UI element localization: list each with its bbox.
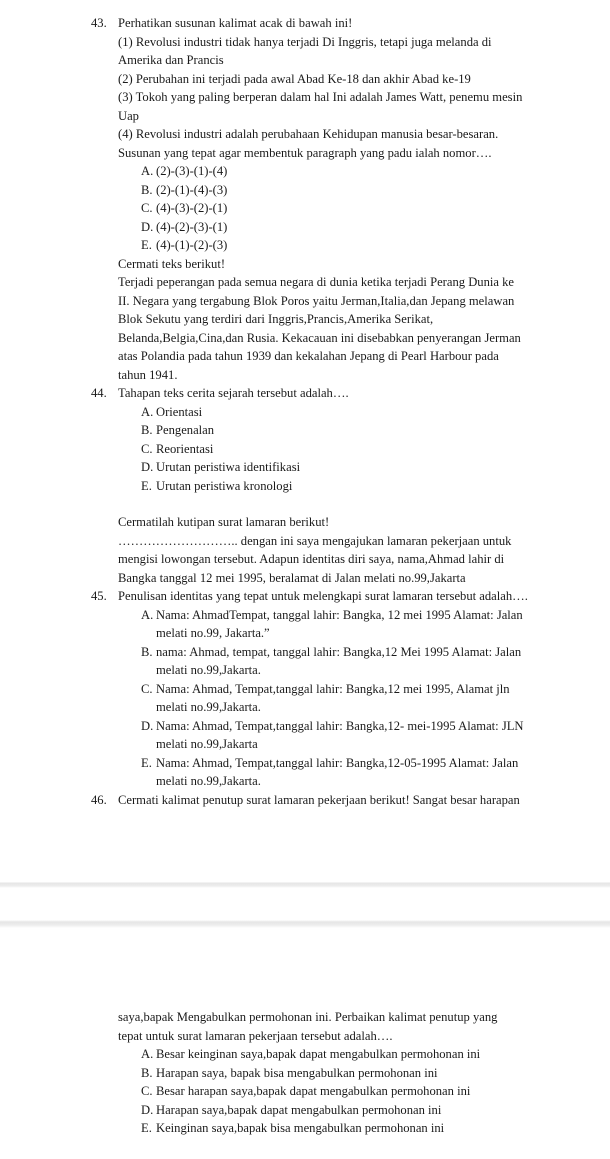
option-letter: D.	[141, 718, 154, 733]
option-text: Pengenalan	[156, 423, 215, 437]
option-a[interactable]	[0, 1045, 526, 1064]
passage-45	[0, 513, 523, 587]
option-letter: E.	[141, 478, 152, 493]
question-text: Tahapan teks cerita sejarah tersebut adalah….	[118, 386, 349, 400]
option-c[interactable]	[0, 1082, 526, 1101]
option-text: Nama: Ahmad, Tempat,tanggal lahir: Bangka,12- mei-1995 Alamat: JLN melati no.99,Jakarta	[156, 718, 524, 751]
option-b[interactable]	[0, 1064, 526, 1083]
question-45	[0, 587, 528, 606]
option-letter: D.	[141, 219, 154, 234]
option-b[interactable]	[0, 181, 526, 200]
option-letter: B.	[141, 644, 153, 659]
option-text: Orientasi	[156, 404, 203, 419]
option-e[interactable]	[0, 477, 526, 496]
option-letter: E.	[141, 1121, 152, 1135]
question-46	[0, 791, 538, 810]
option-text: (4)-(2)-(3)-(1)	[156, 219, 228, 234]
option-letter: D.	[141, 1102, 154, 1117]
statement-2: (2) Perubahan ini terjadi pada awal Abad Ke-18 dan akhir Abad ke-19	[118, 71, 471, 86]
option-text: Nama: Ahmad, Tempat,tanggal lahir: Bangka,12 mei 1995, Alamat jln melati no.99,Jakarta.	[156, 681, 510, 714]
question-number: 45.	[91, 589, 107, 603]
question-44	[0, 384, 528, 403]
option-e[interactable]	[0, 754, 526, 791]
option-text: nama: Ahmad, tempat, tanggal lahir: Bangka,12 Mei 1995 Alamat: Jalan melati no.99,Jakarta.	[156, 644, 522, 677]
option-d[interactable]	[0, 218, 526, 237]
option-a[interactable]	[0, 606, 526, 643]
question-46-continued	[0, 1008, 610, 1138]
option-c[interactable]	[0, 199, 526, 218]
option-d[interactable]	[0, 1101, 526, 1120]
passage-text: Terjadi peperangan pada semua negara di dunia ketika terjadi Perang Dunia ke II. Negara yang tergabung Blok Poros yaitu Jerman,Italia,dan Jepang melawan Blok Sekutu yang terdiri dari Inggris,Prancis,Amerika Serikat, Belanda,Belgia,Cina,dan Rusia. Kekacauan ini disebabkan penyerangan Jerman atas Polandia pada tahun 1939 dan kekalahan Jepang di Pearl Harbour pada tahun 1941.	[118, 275, 521, 382]
option-text: (4)-(1)-(2)-(3)	[156, 238, 228, 252]
option-letter: C.	[141, 681, 153, 696]
option-c[interactable]	[0, 440, 526, 459]
option-letter: C.	[141, 201, 153, 215]
option-letter: A.	[141, 164, 154, 178]
question-number: 44.	[91, 386, 107, 400]
option-text: (2)-(3)-(1)-(4)	[156, 164, 228, 178]
statement-4: (4) Revolusi industri adalah perubahaan Kehidupan manusia besar-besaran.	[118, 127, 499, 141]
option-e[interactable]	[0, 1119, 526, 1138]
option-letter: E.	[141, 238, 152, 252]
option-text: Harapan saya, bapak bisa mengabulkan permohonan ini	[156, 1065, 438, 1080]
option-text: Harapan saya,bapak dapat mengabulkan permohonan ini	[156, 1102, 442, 1117]
question-prompt: Perhatikan susunan kalimat acak di bawah ini!	[118, 16, 353, 30]
option-a[interactable]	[0, 162, 526, 181]
option-b[interactable]	[0, 421, 526, 440]
option-text: (2)-(1)-(4)-(3)	[156, 182, 228, 197]
option-text: Urutan peristiwa identifikasi	[156, 460, 301, 474]
option-letter: E.	[141, 755, 152, 770]
option-a[interactable]	[0, 403, 526, 422]
option-d[interactable]	[0, 717, 526, 754]
option-letter: A.	[141, 607, 154, 622]
passage-intro: Cermatilah kutipan surat lamaran berikut!	[118, 515, 330, 529]
question-text-part1: Cermati kalimat penutup surat lamaran pekerjaan berikut! Sangat besar harapan	[118, 792, 520, 807]
option-text: Reorientasi	[156, 441, 214, 456]
question-text-part2: saya,bapak Mengabulkan permohonan ini. Perbaikan kalimat penutup yang tepat untuk surat lamaran pekerjaan tersebut adalah….	[118, 1010, 498, 1043]
option-text: Besar keinginan saya,bapak dapat mengabulkan permohonan ini	[156, 1047, 481, 1061]
option-e[interactable]	[0, 236, 526, 255]
option-text: Nama: Ahmad, Tempat,tanggal lahir: Bangka,12-05-1995 Alamat: Jalan melati no.99,Jakarta.	[156, 755, 519, 788]
statement-1: (1) Revolusi industri tidak hanya terjadi Di Inggris, tetapi juga melanda di Amerika dan Prancis	[118, 34, 492, 67]
passage-44	[0, 255, 523, 385]
option-letter: A.	[141, 404, 154, 419]
option-letter: C.	[141, 441, 153, 456]
option-letter: C.	[141, 1084, 153, 1098]
question-number: 43.	[91, 16, 107, 30]
page-break	[0, 876, 610, 932]
passage-text: ……………………….. dengan ini saya mengajukan lamaran pekerjaan untuk mengisi lowongan tersebut. Adapun identitas diri saya, nama,Ahmad lahir di Bangka tanggal 12 mei 1995, beralamat di Jalan melati no.99,Jakarta	[118, 533, 512, 585]
option-text: (4)-(3)-(2)-(1)	[156, 201, 228, 215]
passage-intro: Cermati teks berikut!	[118, 256, 226, 271]
option-text: Urutan peristiwa kronologi	[156, 478, 293, 493]
question-43	[0, 14, 528, 162]
option-d[interactable]	[0, 458, 526, 477]
option-text: Keinginan saya,bapak bisa mengabulkan permohonan ini	[156, 1121, 445, 1135]
statement-3: (3) Tokoh yang paling berperan dalam hal Ini adalah James Watt, penemu mesin Uap	[118, 90, 523, 123]
option-c[interactable]	[0, 680, 526, 717]
question-text: Penulisan identitas yang tepat untuk melengkapi surat lamaran tersebut adalah….	[118, 589, 528, 603]
option-letter: B.	[141, 182, 153, 197]
option-letter: D.	[141, 460, 154, 474]
option-text: Besar harapan saya,bapak dapat mengabulkan permohonan ini	[156, 1084, 471, 1098]
option-letter: B.	[141, 423, 153, 437]
question-number: 46.	[91, 792, 107, 807]
option-b[interactable]	[0, 643, 526, 680]
option-letter: B.	[141, 1065, 153, 1080]
option-text: Nama: AhmadTempat, tanggal lahir: Bangka, 12 mei 1995 Alamat: Jalan melati no.99, Jakarta.”	[156, 607, 523, 640]
question-text: Susunan yang tepat agar membentuk paragraph yang padu ialah nomor….	[118, 145, 492, 160]
option-letter: A.	[141, 1047, 154, 1061]
